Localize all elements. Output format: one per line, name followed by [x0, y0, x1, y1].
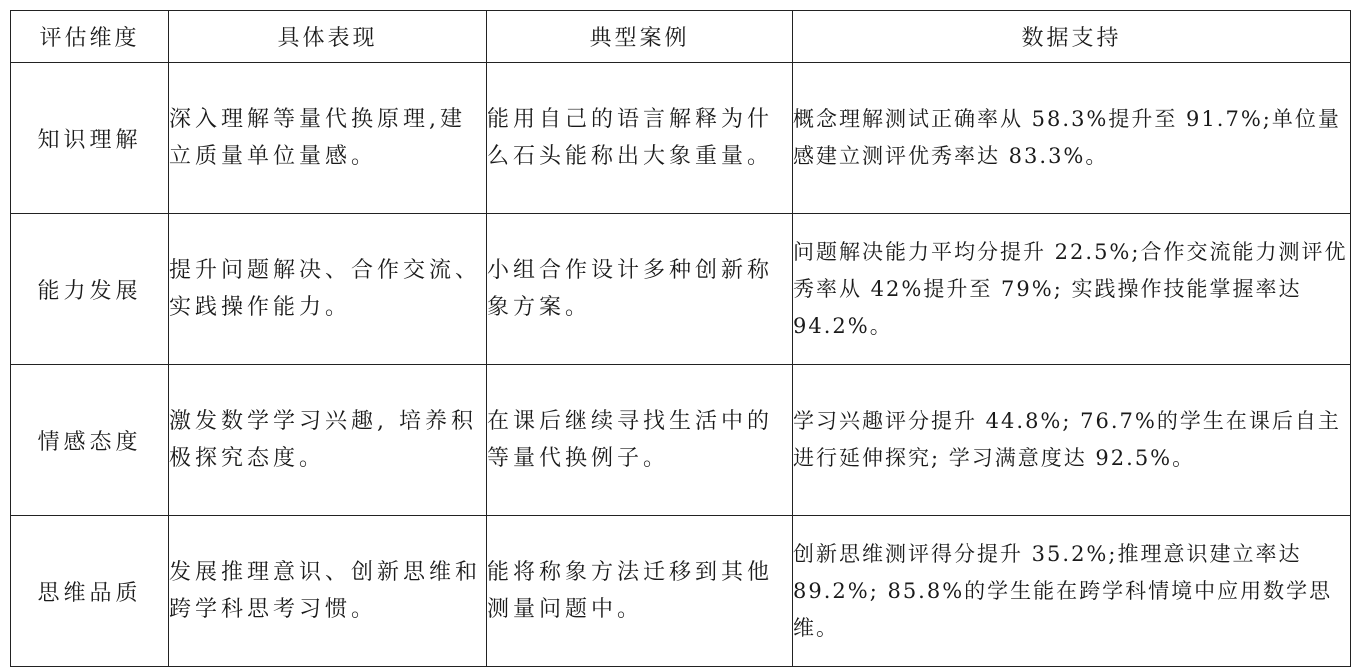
header-performance: 具体表现 — [169, 11, 487, 63]
dimension-cell: 知识理解 — [11, 63, 169, 214]
table-row — [11, 63, 1351, 214]
data-support-cell: 创新思维测评得分提升 35.2%;推理意识建立率达 89.2%; 85.8%的学生能在跨学科情境中应用数学思维。 — [793, 516, 1351, 667]
table-row — [11, 214, 1351, 365]
header-dimension: 评估维度 — [11, 11, 169, 63]
dimension-cell: 能力发展 — [11, 214, 169, 365]
performance-cell: 深入理解等量代换原理,建立质量单位量感。 — [169, 63, 487, 214]
table-row — [11, 365, 1351, 516]
example-cell: 小组合作设计多种创新称象方案。 — [487, 214, 793, 365]
data-support-cell: 问题解决能力平均分提升 22.5%;合作交流能力测评优秀率从 42%提升至 79%; 实践操作技能掌握率达 94.2%。 — [793, 214, 1351, 365]
performance-cell: 发展推理意识、创新思维和跨学科思考习惯。 — [169, 516, 487, 667]
table-row — [11, 516, 1351, 667]
dimension-cell: 情感态度 — [11, 365, 169, 516]
header-data-support: 数据支持 — [793, 11, 1351, 63]
example-cell: 能将称象方法迁移到其他测量问题中。 — [487, 516, 793, 667]
data-support-cell: 概念理解测试正确率从 58.3%提升至 91.7%;单位量感建立测评优秀率达 83.3%。 — [793, 63, 1351, 214]
performance-cell: 提升问题解决、合作交流、实践操作能力。 — [169, 214, 487, 365]
dimension-cell: 思维品质 — [11, 516, 169, 667]
data-support-cell: 学习兴趣评分提升 44.8%; 76.7%的学生在课后自主进行延伸探究; 学习满意度达 92.5%。 — [793, 365, 1351, 516]
performance-cell: 激发数学学习兴趣, 培养积极探究态度。 — [169, 365, 487, 516]
table-header-row — [11, 11, 1351, 63]
example-cell: 能用自己的语言解释为什么石头能称出大象重量。 — [487, 63, 793, 214]
header-example: 典型案例 — [487, 11, 793, 63]
example-cell: 在课后继续寻找生活中的等量代换例子。 — [487, 365, 793, 516]
assessment-table — [10, 10, 1351, 667]
